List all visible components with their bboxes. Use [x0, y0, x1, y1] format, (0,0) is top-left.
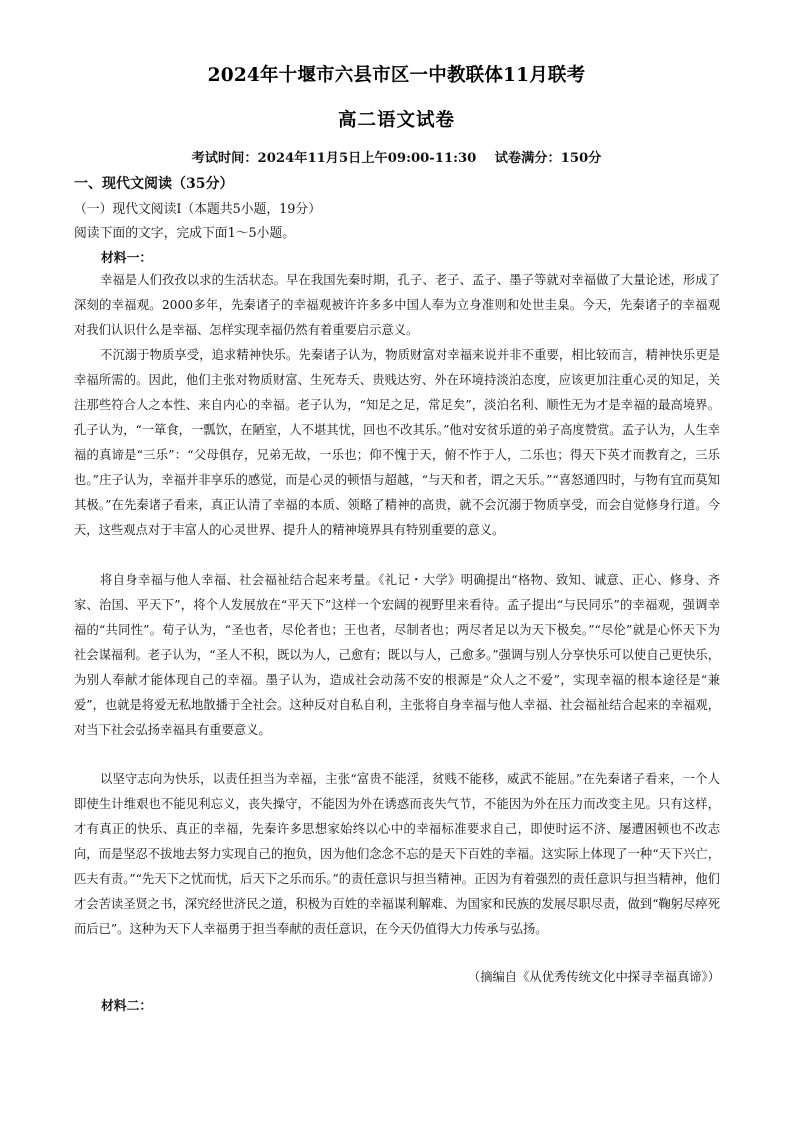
exam-info: 考试时间：2024年11月5日上午09:00-11:30 试卷满分：150分	[191, 151, 602, 166]
paragraph: 以坚守志向为快乐，以责任担当为幸福，主张“富贵不能淫，贫贱不能移，威武不能屈。”在先秦诸子看来，一个人即使生计维艰也不能见利忘义，丧失操守，不能因为外在诱惑而丧失气节，不能因为外在压力而改变主见。只有这样，才有真正的快乐、真正的幸福，先秦许多思想家始终以心中的幸福标准要求自己，即使时运不济、屡遭困顿也不改志向，而是坚忍不拔地去努力实现自己的抱负，因为他们念念不忘的是天下百姓的幸福。这实际上体现了一种“天下兴亡，匹夫有责。”“先天下之忧而忧，后天下之乐而乐。”的责任意识与担当精神。正因为有着强烈的责任意识与担当精神，他们才会苦读圣贤之书，深究经世济民之道，积极为百姓的幸福谋利解难、为国家和民族的发展尽职尽责，做到“鞠躬尽瘁死而后已”。这种为天下人幸福勇于担当奉献的责任意识，在今天仍值得大力传承与弘扬。	[74, 772, 720, 936]
source-citation: （摘编自《从优秀传统文化中探寻幸福真谛》）	[467, 970, 720, 984]
material-two-label: 材料二：	[101, 999, 153, 1014]
subsection-heading: （一）现代文阅读Ⅰ（本题共5小题，19分）	[74, 202, 322, 217]
reading-instruction: 阅读下面的文字，完成下面1～5小题。	[74, 226, 296, 241]
exam-subtitle: 高二语文试卷	[337, 110, 455, 131]
section-heading: 一、现代文阅读（35分）	[74, 176, 234, 192]
paragraph: 幸福是人们孜孜以求的生活状态。早在我国先秦时期，孔子、老子、孟子、墨子等就对幸福做了大量论述，形成了深刻的幸福观。2000多年，先秦诸子的幸福观被许许多多中国人奉为立身准则和处世圭臬。今天，先秦诸子的幸福观对我们认识什么是幸福、怎样实现幸福仍然有着重要启示意义。	[74, 273, 720, 337]
paragraph: 不沉溺于物质享受，追求精神快乐。先秦诸子认为，物质财富对幸福来说并非不重要，相比较而言，精神快乐更是幸福所需的。因此，他们主张对物质财富、生死寿夭、贵贱达穷、外在环境持淡泊态度，应该更加注重心灵的知足，关注那些符合人之本性、来自内心的幸福。老子认为，“知足之足，常足矣”，淡泊名利、顺性无为才是幸福的最高境界。孔子认为，“一箪食，一瓢饮，在陋室，人不堪其忧，回也不改其乐。”他对安贫乐道的弟子高度赞赏。孟子认为，人生幸福的真谛是“三乐”：“父母俱存，兄弟无故，一乐也；仰不愧于天，俯不怍于人，二乐也；得天下英才而教育之，三乐也。”庄子认为，幸福并非享乐的感觉，而是心灵的顿悟与超越，“与天和者，谓之天乐。”“喜怒通四时，与物有宜而莫知其极。”在先秦诸子看来，真正认清了幸福的本质、领略了精神的高贵，就不会沉溺于物质享受，而会自觉修身行道。今天，这些观点对于丰富人的心灵世界、提升人的精神境界具有特别重要的意义。	[74, 348, 720, 537]
material-one-label: 材料一：	[101, 251, 153, 266]
paragraph: 将自身幸福与他人幸福、社会福祉结合起来考量。《礼记・大学》明确提出“格物、致知、诚意、正心、修身、齐家、治国、平天下”，将个人发展放在“平天下”这样一个宏阔的视野里来看待。孟子提出“与民同乐”的幸福观，强调幸福的“共同性”。荀子认为，“圣也者，尽伦者也；王也者，尽制者也；两尽者足以为天下极矣。”“尽伦”就是心怀天下为社会谋福利。老子认为，“圣人不积，既以为人，己愈有；既以与人，己愈多。”强调与别人分享快乐可以使自己更快乐，为别人奉献才能体现自己的幸福。墨子认为，造成社会动荡不安的根源是“众人之不爱”，实现幸福的根本途径是“兼爱”，也就是将爱无私地散播于全社会。这种反对自私自利，主张将自身幸福与他人幸福、社会福祉结合起来的幸福观，对当下社会弘扬幸福具有重要意义。	[74, 573, 720, 737]
exam-title: 2024年十堰市六县市区一中教联体11月联考	[207, 65, 586, 86]
